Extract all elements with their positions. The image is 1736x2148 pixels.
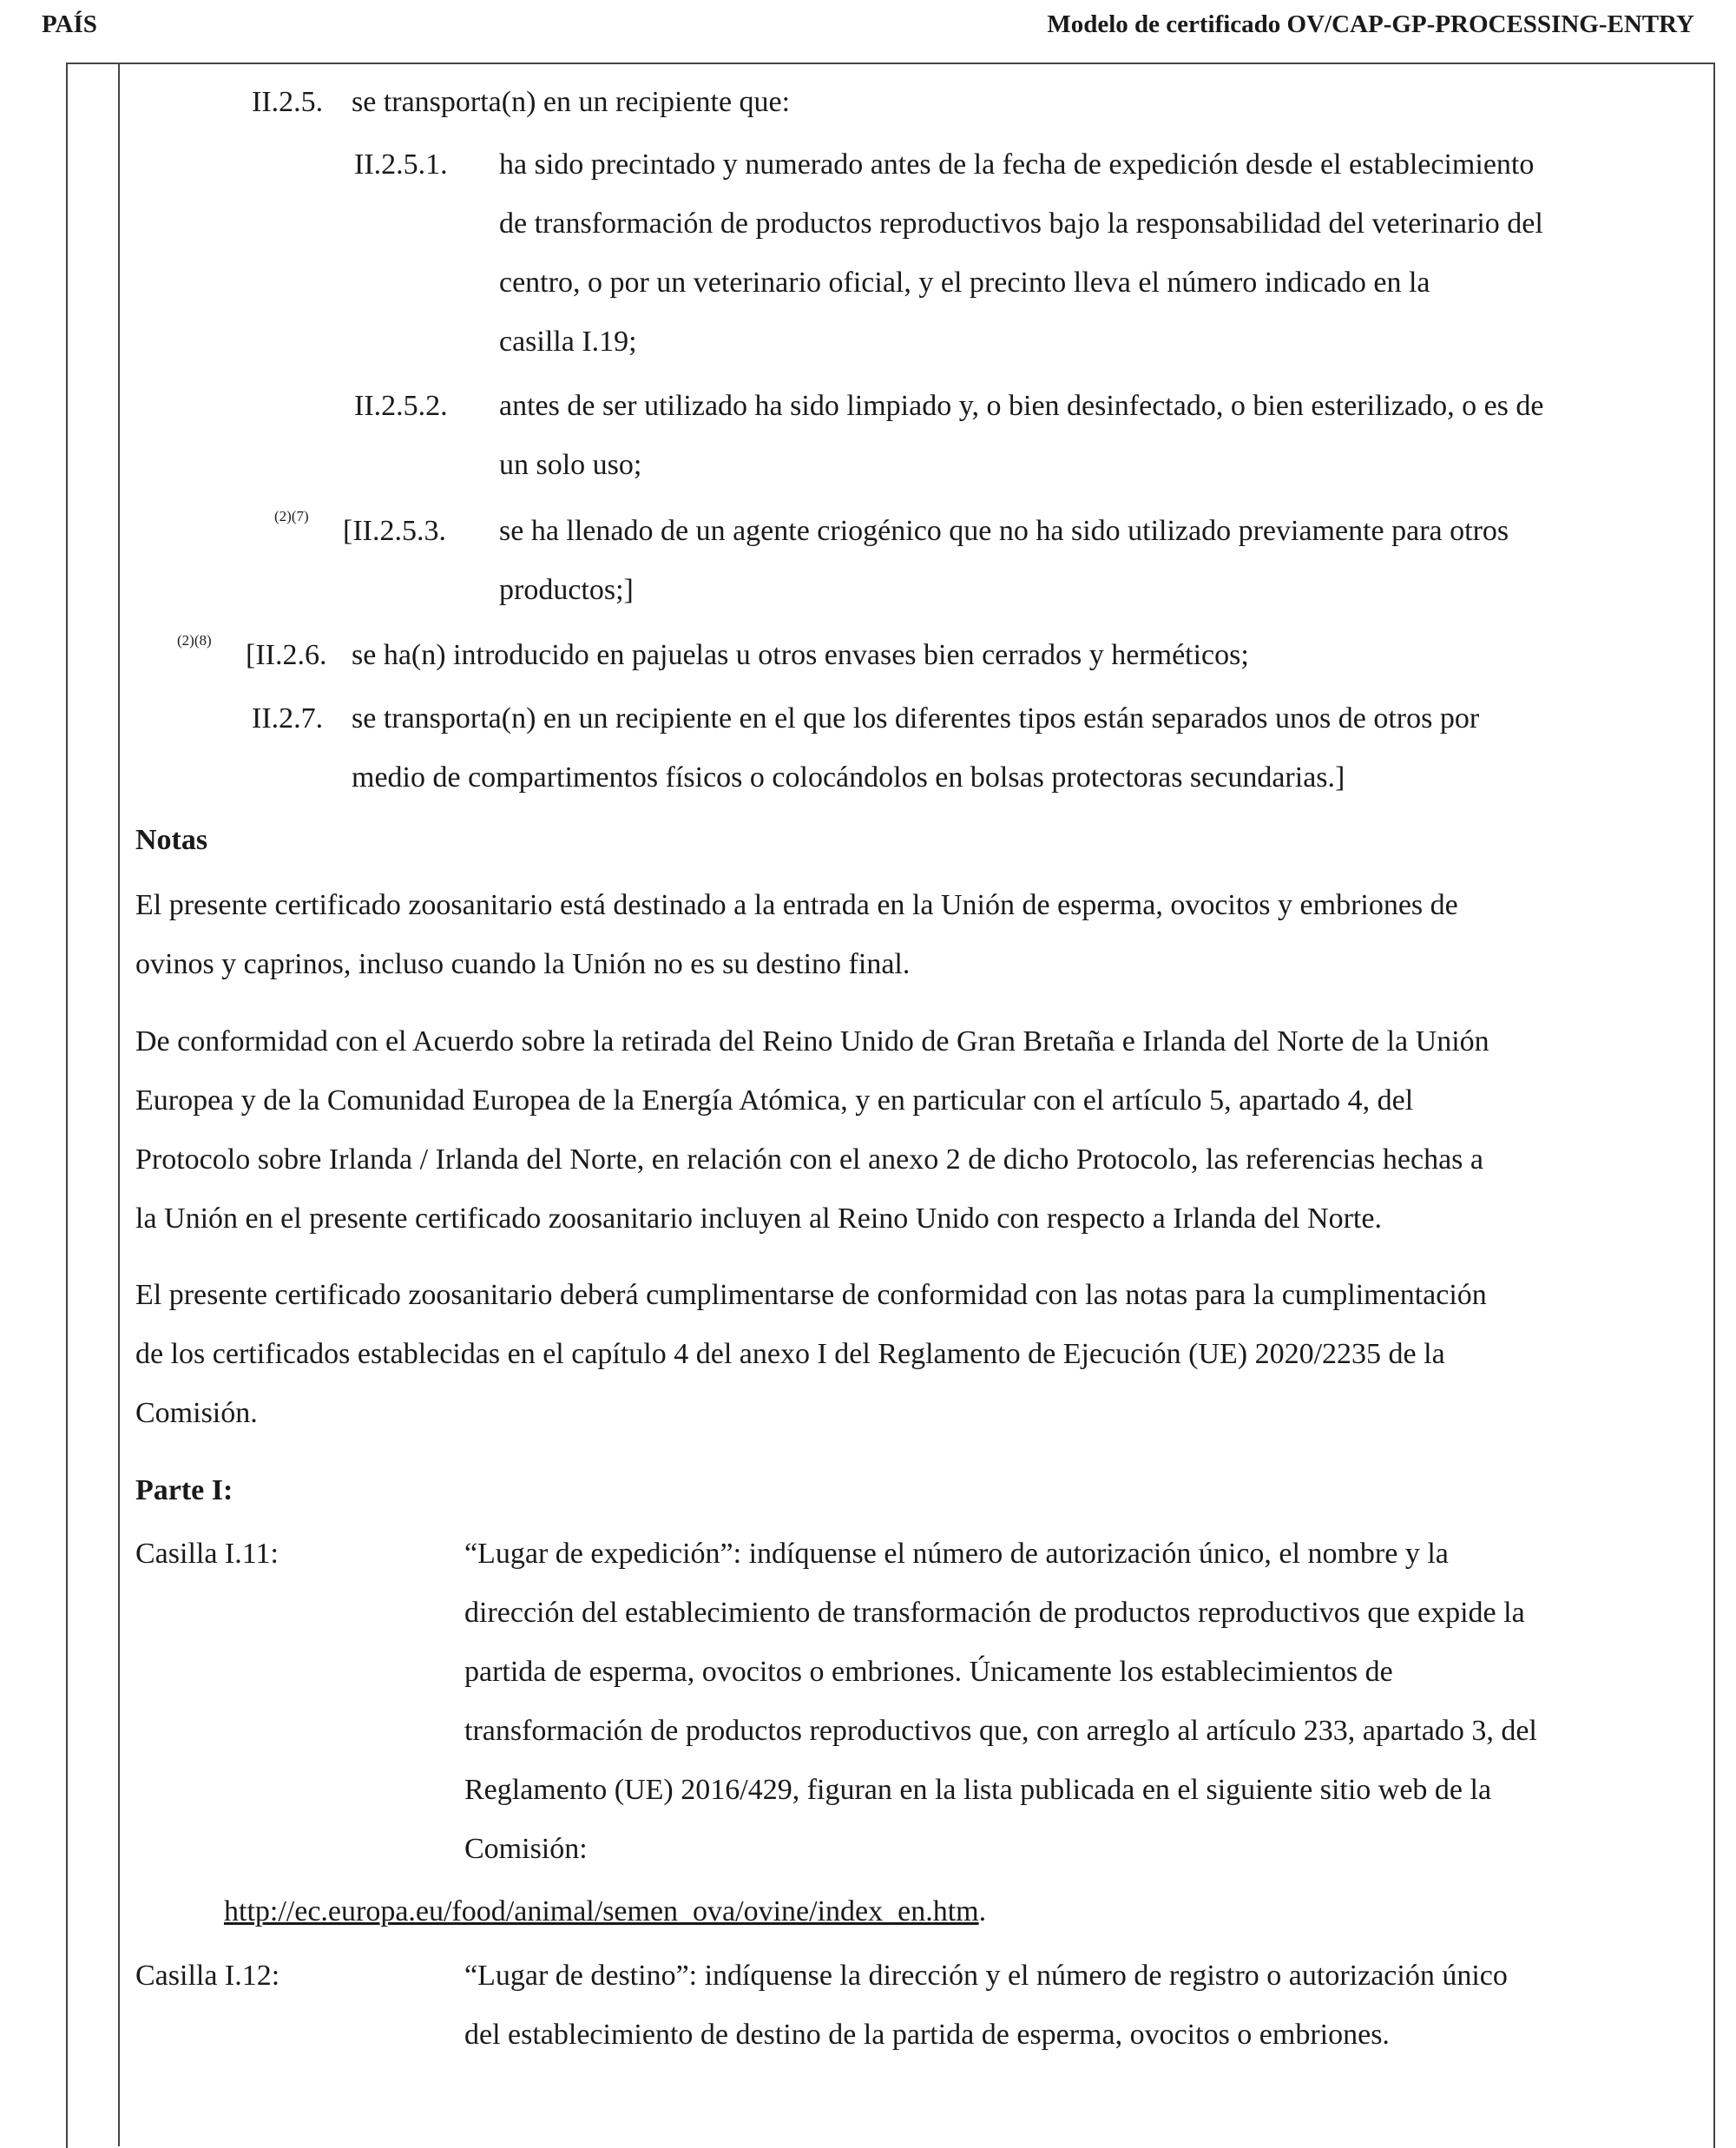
commission-website-link[interactable]: http://ec.europa.eu/food/animal/semen_ova/ovine/index_en.htm xyxy=(224,1895,979,1927)
section-number-II-2-7: II.2.7. xyxy=(252,702,324,735)
notes-paragraph-line: Europea y de la Comunidad Europea de la Energía Atómica, y en particular con el artículo 5, apartado 4, del xyxy=(135,1084,1414,1117)
casilla-i-12-label: Casilla I.12: xyxy=(135,1960,280,1992)
header-country: PAÍS xyxy=(42,10,97,38)
notes-paragraph-line: Comisión. xyxy=(135,1397,258,1429)
section-text-II-2-6: se ha(n) introducido en pajuelas u otros envases bien cerrados y herméticos; xyxy=(352,639,1249,671)
header-model-certificate: Modelo de certificado OV/CAP-GP-PROCESSING-ENTRY xyxy=(1047,10,1694,38)
footnote-marker: (2)(8) xyxy=(177,632,212,649)
section-number-II-2-5-1: II.2.5.1. xyxy=(354,148,448,181)
left-column-divider xyxy=(118,63,120,2146)
casilla-text-line: partida de esperma, ovocitos o embriones. Únicamente los establecimientos de xyxy=(464,1656,1393,1688)
notes-paragraph-line: El presente certificado zoosanitario está destinado a la entrada en la Unión de esperma, ovocitos y embriones de xyxy=(135,889,1458,921)
section-text-line: antes de ser utilizado ha sido limpiado y, o bien desinfectado, o bien esterilizado, o es de xyxy=(499,390,1544,422)
notes-paragraph-line: la Unión en el presente certificado zoosanitario incluyen al Reino Unido con respecto a Irlanda del Norte. xyxy=(135,1202,1382,1235)
section-number-II-2-5-3: [II.2.5.3. xyxy=(343,515,446,547)
section-text-line: casilla I.19; xyxy=(499,326,637,358)
section-text-line: se ha llenado de un agente criogénico que no ha sido utilizado previamente para otros xyxy=(499,515,1509,547)
section-number-II-2-6: [II.2.6. xyxy=(246,639,327,671)
notes-paragraph-line: El presente certificado zoosanitario deberá cumplimentarse de conformidad con las notas para la cumplimentación xyxy=(135,1279,1487,1311)
notes-paragraph-line: de los certificados establecidas en el capítulo 4 del anexo I del Reglamento de Ejecución (UE) 2020/2235 de la xyxy=(135,1338,1445,1370)
casilla-text-line: del establecimiento de destino de la partida de esperma, ovocitos o embriones. xyxy=(464,2019,1390,2051)
section-text-line: medio de compartimentos físicos o colocándolos en bolsas protectoras secundarias.] xyxy=(352,761,1345,794)
url-line xyxy=(224,1894,986,1929)
notes-paragraph-line: ovinos y caprinos, incluso cuando la Unión no es su destino final. xyxy=(135,948,911,980)
casilla-i-11-label: Casilla I.11: xyxy=(135,1538,279,1570)
section-number-II-2-5: II.2.5. xyxy=(252,86,324,118)
section-text-line: se transporta(n) en un recipiente en el que los diferentes tipos están separados unos de otros por xyxy=(352,702,1480,735)
section-text-line: productos;] xyxy=(499,574,634,606)
section-text-II-2-5: se transporta(n) en un recipiente que: xyxy=(352,86,791,118)
section-text-line: ha sido precintado y numerado antes de la fecha de expedición desde el establecimiento xyxy=(499,148,1535,181)
casilla-text-line: “Lugar de expedición”: indíquense el número de autorización único, el nombre y la xyxy=(464,1538,1449,1570)
casilla-text-line: transformación de productos reproductivos que, con arreglo al artículo 233, apartado 3, del xyxy=(464,1715,1537,1747)
notes-heading: Notas xyxy=(135,824,208,856)
notes-paragraph-line: De conformidad con el Acuerdo sobre la retirada del Reino Unido de Gran Bretaña e Irlanda del Norte de la Unión xyxy=(135,1025,1489,1058)
notes-paragraph-line: Protocolo sobre Irlanda / Irlanda del Norte, en relación con el anexo 2 de dicho Protocolo, las referencias hechas a xyxy=(135,1143,1483,1176)
casilla-text-line: Reglamento (UE) 2016/429, figuran en la lista publicada en el siguiente sitio web de la xyxy=(464,1774,1492,1806)
casilla-text-line: dirección del establecimiento de transformación de productos reproductivos que expide la xyxy=(464,1597,1525,1629)
section-text-line: centro, o por un veterinario oficial, y el precinto lleva el número indicado en la xyxy=(499,267,1430,299)
section-text-line: un solo uso; xyxy=(499,449,642,481)
section-number-II-2-5-2: II.2.5.2. xyxy=(354,390,448,422)
footnote-marker: (2)(7) xyxy=(274,508,309,524)
casilla-text-line: Comisión: xyxy=(464,1833,588,1865)
parte-i-heading: Parte I: xyxy=(135,1474,233,1506)
casilla-text-line: “Lugar de destino”: indíquense la dirección y el número de registro o autorización único xyxy=(464,1960,1508,1992)
section-text-line: de transformación de productos reproductivos bajo la responsabilidad del veterinario del xyxy=(499,208,1543,240)
url-period: . xyxy=(978,1895,987,1927)
